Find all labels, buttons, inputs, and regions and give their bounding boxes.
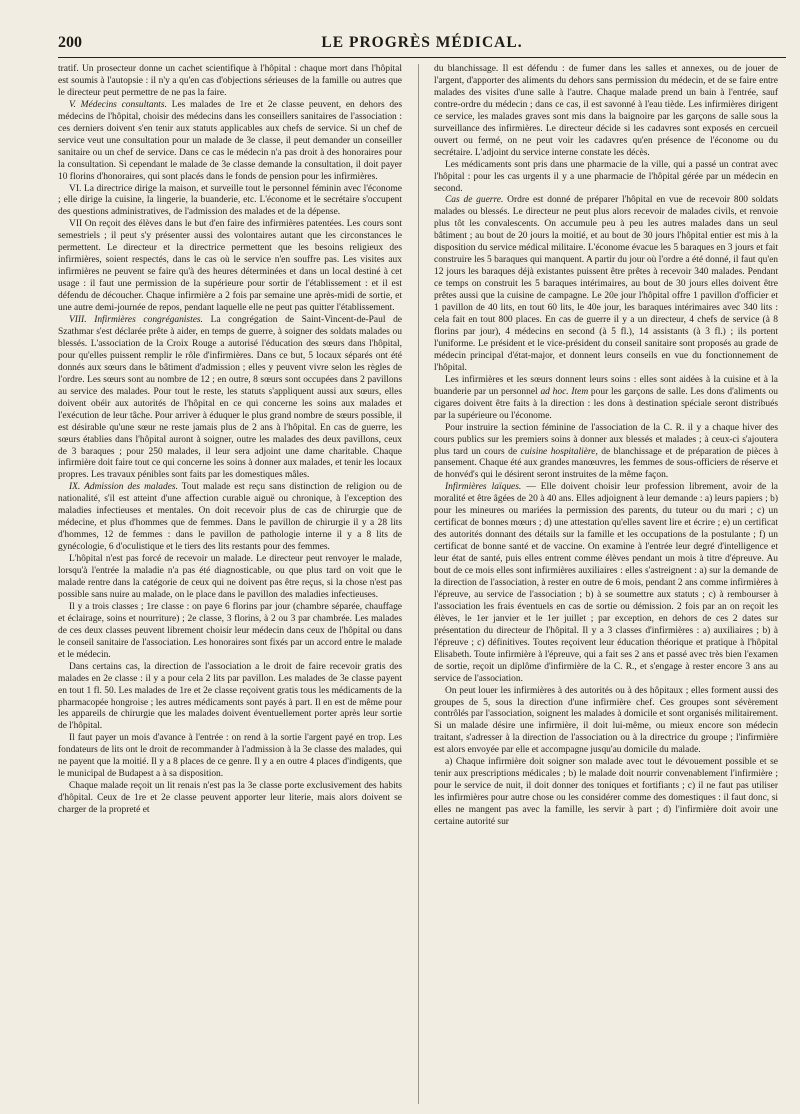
section-heading: Infirmières laïques. <box>445 482 522 493</box>
section-heading: VIII. Infirmières congréganistes. <box>69 315 203 326</box>
section-heading: V. Médecins consultants. <box>69 99 167 110</box>
paragraph: du blanchissage. Il est défendu : de fumer dans les salles et annexes, ou de jouer de l'argent, d'apporter des aliments du dehors sans permission du médecin, et de se faire entre malades des visites d'une salle à l'autre. Chaque malade prend un bain à l'entrée, sauf contre-ordre du médecin ; dans ce cas, il est savonné à l'eau tiède. Les infirmières dirigent ce service, les malades graves sont mis dans la baignoire par les garçons de salle sous la surveillance des infirmières. Le directeur décide si les cadavres sont exposés en cercueil ouvert ou fermé, on ne peut voir les cadavres qu'en présence de l'économe ou du secrétaire. L'adjoint du service interne constate les décès. <box>434 64 778 158</box>
paragraph: L'hôpital n'est pas forcé de recevoir un malade. Le directeur peut renvoyer le malade, lorsqu'à l'entrée la maladie n'a pas été diagnosticable, ou que plus tard on voit que le malade rentre dans la catégorie de ceux qui ne doivent pas être reçus, si la chose n'est pas possible sans nuire au malade, on le place dans le pavillon des maladies infectieuses. <box>58 554 402 600</box>
section-heading: Cas de guerre. <box>445 195 504 206</box>
paragraph: Les médicaments sont pris dans une pharmacie de la ville, qui a passé un contrat avec l'hôpital : pour les cas urgents il y a une pharmacie de l'hôpital gérée par un médecin en second. <box>434 159 778 194</box>
left-column <box>58 64 402 1108</box>
column-divider <box>418 64 419 1104</box>
paragraph: Les infirmières et les sœurs donnent leurs soins : elles sont aidées à la cuisine et à la buanderie par un personnel ad hoc. Item pour les garçons de salle. Les dons d'aliments ou cigares doivent être faits à la direction : les dons à destination spéciale seront distribués par la supérieure ou l'économe. <box>434 374 778 421</box>
paragraph: Chaque malade reçoit un lit renais n'est pas la 3e classe porte exclusivement des habits d'hôpital. Ceux de 1re et 2e classe peuvent apporter leur literie, mais alors doivent se charger de la propreté et <box>58 781 402 816</box>
header-rule <box>58 57 786 58</box>
paragraph: tratif. Un prosecteur donne un cachet scientifique à l'hôpital : chaque mort dans l'hôpital est soumis à l'autopsie : il n'y a qu'en cas d'objections sérieuses de la famille ou autres que le directeur peut permettre de ne pas la faire. <box>58 64 402 98</box>
paragraph: Il faut payer un mois d'avance à l'entrée : on rend à la sortie l'argent payé en trop. Les fondateurs de lits ont le droit de recommander à l'admission à la 3e classe des malades, qui ne payent que la moitié. Il y a 8 places de ce genre. Il y a en outre 4 places d'indigents, que le municipal de Budapest a à sa disposition. <box>58 733 402 780</box>
paragraph: Dans certains cas, la direction de l'association a le droit de faire recevoir gratis des malades en 2e classe : il y a pour cela 2 lits par pavillon. Les malades de 3e classe payent en tout 1 fl. 50. Les malades de 1re et 2e classe reçoivent gratis tous les médicaments de la pharmacopée hongroise ; les autres médicaments sont payés à part. Il en est de même pour les appareils de chirurgie que les malades doivent éventuellement porter après leur sortie de l'hôpital. <box>58 661 402 732</box>
paragraph: VIII. Infirmières congréganistes. La congrégation de Saint-Vincent-de-Paul de Szathmar s'est déclarée prête à aider, en temps de guerre, à soigner des soldats malades ou blessés. L'association de la Croix Rouge a autorisé l'éducation des sœurs dans l'hôpital, pour qu'elles puissent remplir le rôle d'infirmières. Dans ce but, 5 locaux séparés ont été donnés aux sœurs dans le bâtiment d'admission ; elles y peuvent vivre selon les règles de l'ordre. Les sœurs sont au nombre de 12 ; en outre, 8 sœurs sont occupées dans 2 pavillons au service des malades. Pour tout le reste, les statuts s'appliquent aussi aux sœurs, elles doivent obéir aux autorités de l'hôpital en ce qui concerne les soins aux malades et l'exécution de leur tâche. Pour arriver à éduquer le plus grand nombre de sœurs possible, il est désirable qu'une sœur ne reste jamais plus de 2 ans à l'hôpital. En cas de guerre, les sœurs établies dans l'hôpital auront à soigner, outre les malades des deux pavillons, ceux de 3 baraques ; pour 250 malades, il leur sera adjoint une dame charitable. Chaque infirmière doit faire tout ce qui concerne les soins à donner aux malades, et tenir les locaux propres. Les travaux pénibles sont faits par les domestiques mâles. <box>58 315 402 481</box>
paragraph: Cas de guerre. Ordre est donné de préparer l'hôpital en vue de recevoir 800 soldats malades ou blessés. Le directeur ne peut plus alors recevoir de malades civils, et renvoie plus tôt les convalescents. On accumule peu à peu les autres malades dans un seul bâtiment ; au bout de 20 jours la moitié, et au bout de 30 jours l'hôpital entier est mis à la disposition du service médical militaire. L'économe évacue les 5 baraques en 3 jours et fait construire les 5 baraques qui manquent. A partir du jour où l'ordre a été donné, il faut qu'en 12 jours les baraques déjà existantes puissent être prêtes à recevoir 340 malades. Pendant ce temps on construit les 5 baraques intérimaires, au bout de 30 jours elles doivent être prêtes aussi que la cuisine de campagne. Le 20e jour l'hôpital offre 1 pavillon d'officier et 1 pavillon de 40 lits, en tout 60 lits, le 40e jour, les baraques intérimaires avec 340 lits : cela fait en tout 800 places. En cas de guerre il y a un directeur, 4 chefs de service (à 8 florins par jour), 4 médecins en second (à 5 fl.), 14 assistants (à 3 fl.) ; ils portent l'uniforme. Le président et le vice-président du conseil sanitaire sont proposés au grade de médecin principal d'état-major, et donnent leurs conseils en vue du fonctionnement de l'hôpital. <box>434 195 778 373</box>
section-heading: IX. Admission des malades. <box>69 482 178 493</box>
paragraph: Pour instruire la section féminine de l'association de la C. R. il y a chaque hiver des cours publics sur les premiers soins à donner aux blessés et malades ; à ceux-ci s'ajoutera plus tard un cours de cuisine hospitalière, de blanchissage et de préparation de pièces à pansement. Chaque été aux grandes manœuvres, les femmes de sous-officiers de réserve et de honvéd's qui le désirent seront instruites de la même façon. <box>434 422 778 481</box>
paragraph: On peut louer les infirmières à des autorités ou à des hôpitaux ; elles forment aussi des groupes de 5, sous la direction d'une infirmière chef. Ces groupes sont sévèrement contrôlés par l'association, soignent les malades à domicile et sont organisés militairement. Si un malade désire une infirmière, il doit lui-même, ou mieux encore son médecin traitant, s'adresser à la direction de l'association ou à la directrice du groupe ; l'infirmière est alors envoyée par elle et accompagne jusqu'au domicile du malade. <box>434 685 778 756</box>
paragraph: IX. Admission des malades. Tout malade est reçu sans distinction de religion ou de nationalité, s'il est atteint d'une affection curable aiguë ou chronique, à l'exception des maladies infectieuses et mentales. On doit recevoir plus de cas de chirurgie que de médecine, et plus d'hommes que de femmes. Dans le pavillon de chirurgie il y a 28 lits d'hommes, 12 de femmes : dans le pavillon de pathologie interne il y a 8 lits de gynécologie, 6 d'oculistique et le tiers des lits restants pour des femmes. <box>58 482 402 553</box>
journal-page <box>58 0 786 1114</box>
page-number: 200 <box>58 34 82 51</box>
right-column <box>434 64 778 1108</box>
paragraph: Infirmières laïques. — Elle doivent choisir leur profession librement, avoir de la moralité et être âgées de 20 à 40 ans. Elles adjoignent à leur demande : a) leurs papiers ; b) pour les mineures ou mariées la permission des parents, du tuteur ou du mari ; c) un certificat de bonnes mœurs ; d) une attestation qu'elles savent lire et écrire ; e) un certificat des autorités donnant des détails sur la famille et les occupations de la postulante ; f) un certificat de bonne santé et de vaccine. On examine à l'entrée leur degré d'intelligence et leur état de santé, puis elles entrent comme élèves pendant un mois à titre d'épreuve. Au bout de ce mois elles sont infirmières auxiliaires : elles s'astreignent : a) sur la demande de la direction de l'association, à rester en outre de 6 mois, pendant 2 ans comme infirmières à l'épreuve, au service de l'association ; b) à se soumettre aux statuts ; c) à rembourser à l'association les frais éventuels en cas de sortie ou démission. 2 fois par an on reçoit les élèves, le 1er janvier et le 1er juillet ; par exception, en dehors de ces 2 dates sur présentation du directeur de l'hôpital. Il y a 3 classes d'infirmières : a) auxiliaires ; b) à l'épreuve ; c) définitives. Toutes reçoivent leur éducation théorique et pratique à l'hôpital Elisabeth. Toute infirmière à l'épreuve, qui a fait ses 2 ans et passé avec très bien l'examen de sortie, reçoit un diplôme d'infirmière de la C. R., et s'engage à rester encore 3 ans au service de l'association. <box>434 482 778 684</box>
paragraph: V. Médecins consultants. Les malades de 1re et 2e classe peuvent, en dehors des médecins de l'hôpital, choisir des médecins dans les conseillers sanitaires de l'association : ces derniers doivent s'en tenir aux statuts applicables aux chefs de service. Si un chef de service veut une consultation pour un malade de 3e classe, il peut demander un conseiller sanitaire ou un chef de service. Dans ce cas le médecin n'a pas droit à des honoraires pour la consultation. Si cependant le malade de 3e classe demande la consultation, il doit payer 10 florins d'honoraires, qui sont placés dans le fonds de pension pour les infirmières. <box>58 99 402 182</box>
page-header <box>58 34 786 56</box>
paragraph: Il y a trois classes ; 1re classe : on paye 6 florins par jour (chambre séparée, chauffage et éclairage, soins et nourriture) ; 2e classe, 3 florins, à 2 ou 3 par chambrée. Les malades de ces deux classes peuvent librement choisir leur médecin dans ceux de l'hôpital ou dans le conseil sanitaire de l'association. Les honoraires sont fixés par un accord entre le malade et le médecin. <box>58 601 402 660</box>
paragraph: VI. La directrice dirige la maison, et surveille tout le personnel féminin avec l'économe ; elle dirige la cuisine, la lingerie, la buanderie, etc. L'économe et le secrétaire s'occupent des questions administratives, de l'admission des malades et de la dépense. <box>58 183 402 218</box>
journal-title: LE PROGRÈS MÉDICAL. <box>321 34 523 51</box>
paragraph: VII On reçoit des élèves dans le but d'en faire des infirmières patentées. Les cours sont semestriels ; il peut s'y présenter aussi des volontaires autant que les circonstances le permettent. Le directeur et la directrice permettent que les besoins religieux des infirmières, soient respectés, dans le cas où le service n'en souffre pas. Les visites aux infirmières ne peuvent se faire qu'à des heures déterminées et dans un local destiné à cet usage : il faut une permission de la supérieure pour sortir de l'établissement : et il est défendu de découcher. Chaque infirmière a 2 fois par semaine une après-midi de sortie, et une autre demi-journée de repos, pendant laquelle elle ne peut pas quitter l'établissement. <box>58 219 402 314</box>
paragraph: a) Chaque infirmière doit soigner son malade avec tout le dévouement possible et se tenir aux prescriptions médicales ; b) le malade doit nourrir convenablement l'infirmière ; pour le service de nuit, il doit donner des toniques et fortifiants ; c) il ne faut pas utiliser les infirmières pour autre chose ou les considérer comme des domestiques : il faut donc, si elles ne mangent pas avec la famille, les servir à part ; d) l'infirmière doit avoir une certaine autorité sur <box>434 757 778 828</box>
